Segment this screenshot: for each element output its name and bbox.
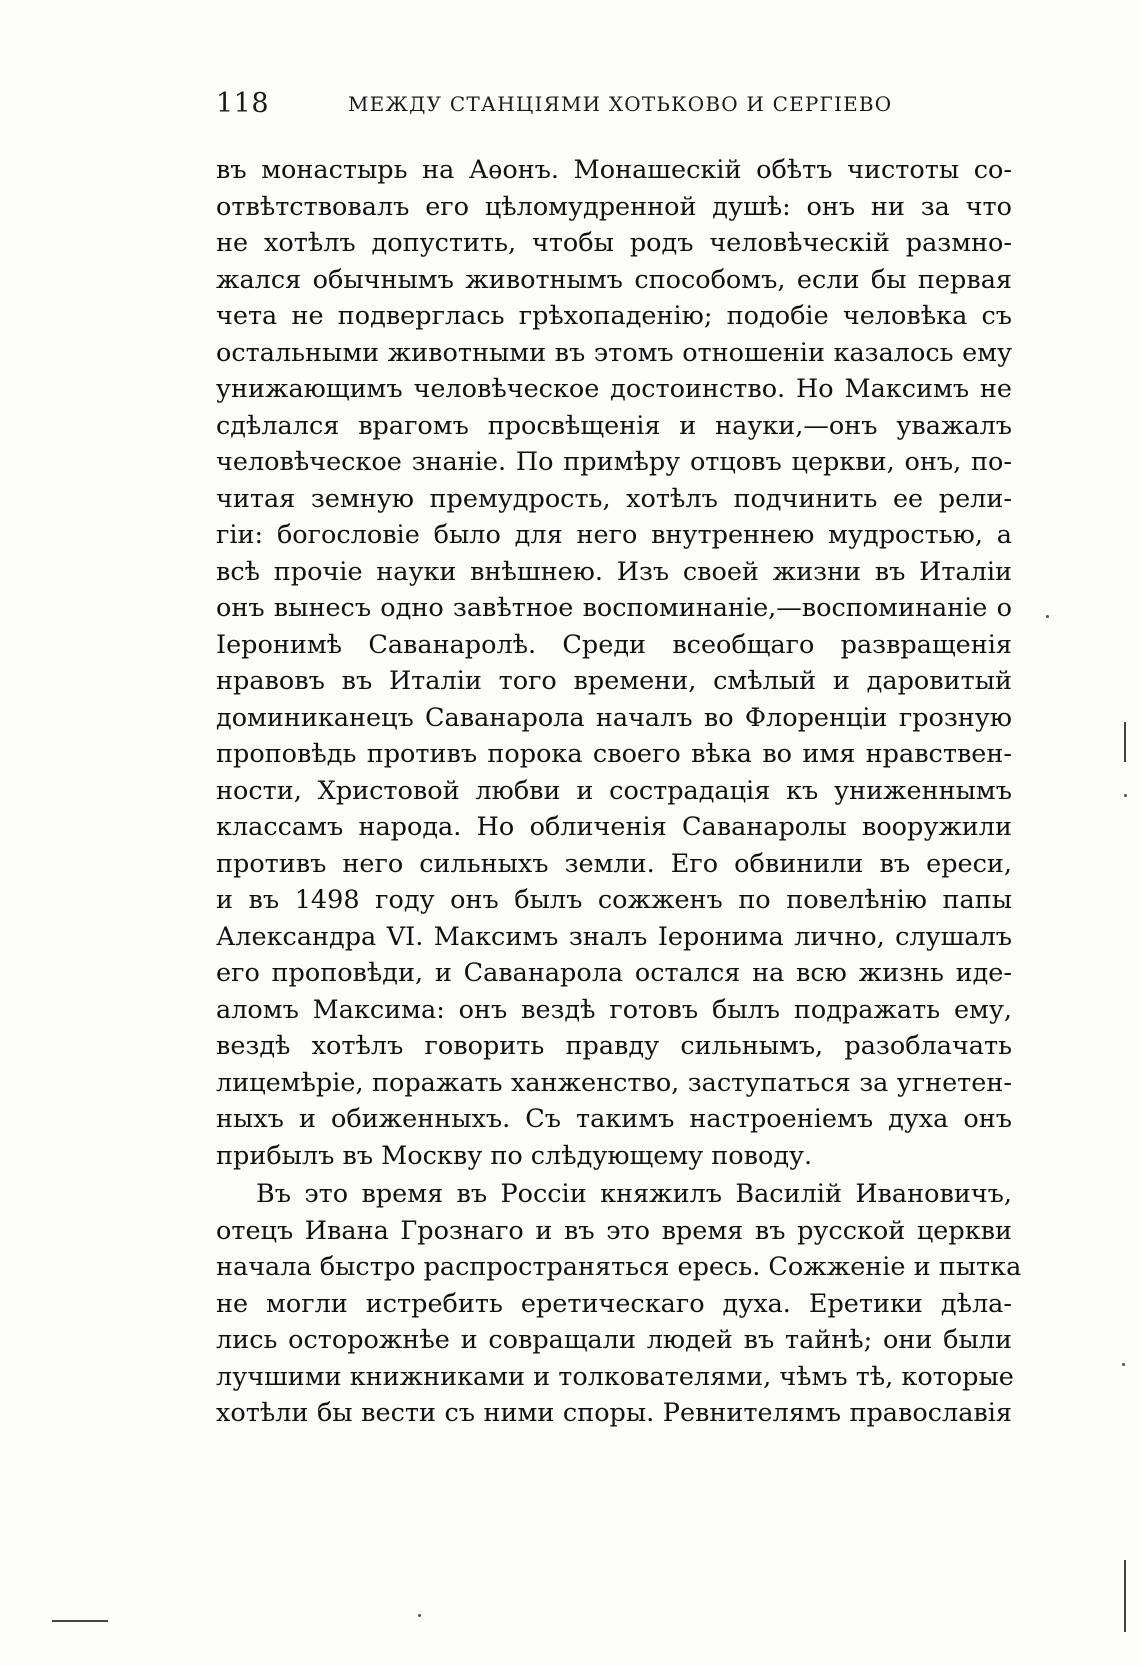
text-line: начала быстро распространяться ересь. Сожженіе и пытка (216, 1252, 1022, 1282)
speck-mark (418, 1614, 421, 1617)
text-line: нравовъ въ Италіи того времени, смѣлый и даровитый (216, 666, 1012, 696)
text-line: хотѣли бы вести съ ними споры. Ревнителямъ православія (216, 1398, 1012, 1428)
margin-bar-mark (1124, 722, 1126, 762)
paragraph (216, 1176, 1022, 1432)
text-line: доминиканецъ Саванарола началъ во Флоренціи грозную (216, 702, 1012, 733)
text-line: Александра VI. Максимъ зналъ Іеронима лично, слушалъ (216, 921, 1012, 952)
text-line: унижающимъ человѣческое достоинство. Но Максимъ не (216, 374, 1012, 404)
text-line: и въ 1498 году онъ былъ сожженъ по повелѣнію папы (216, 885, 1012, 915)
body-text (216, 152, 1022, 1432)
text-line: лучшими книжниками и толкователями, чѣмъ тѣ, которые (216, 1361, 1014, 1392)
text-line: его проповѣди, и Саванарола остался на всю жизнь иде- (216, 958, 1012, 988)
text-line: вездѣ хотѣлъ говорить правду сильнымъ, разоблачать (216, 1031, 1012, 1061)
text-line: Въ это время въ Россіи княжилъ Василій Ивановичъ, (256, 1179, 1012, 1209)
text-line: аломъ Максима: онъ вездѣ готовъ былъ подражать ему, (216, 994, 1012, 1025)
paragraph (216, 152, 1012, 1174)
margin-rule-mark (52, 1620, 108, 1622)
margin-bar-mark (1124, 1560, 1126, 1632)
text-line: жался обычнымъ животнымъ способомъ, если бы первая (216, 264, 1012, 295)
text-line: остальными животными въ этомъ отношеніи казалось ему (216, 337, 1012, 368)
text-line: въ монастырь на Аѳонъ. Монашескій обѣтъ чистоты со- (216, 155, 1012, 185)
text-line: не хотѣлъ допустить, чтобы родъ человѣческій размно- (216, 228, 1012, 258)
text-line: сдѣлался врагомъ просвѣщенія и науки,—онъ уважалъ (216, 410, 1012, 441)
text-line: гіи: богословіе было для него внутреннею мудростью, а (216, 520, 1012, 550)
text-line: всѣ прочіе науки внѣшнею. Изъ своей жизни въ Италіи (216, 556, 1012, 587)
text-line: прибылъ въ Москву по слѣдующему поводу. (216, 1140, 813, 1171)
text-line: противъ него сильныхъ земли. Его обвинили въ ереси, (216, 848, 1012, 879)
text-line: ныхъ и обиженныхъ. Съ такимъ настроеніемъ духа онъ (216, 1104, 1012, 1134)
page-header (212, 88, 1008, 128)
text-line: отвѣтствовалъ его цѣломудренной душѣ: онъ ни за что (216, 191, 1012, 222)
text-line: человѣческое знаніе. По примѣру отцовъ церкви, онъ, по- (216, 447, 1012, 477)
page-number: 118 (216, 88, 270, 119)
text-line: ности, Христовой любви и сострадація къ униженнымъ (216, 775, 1012, 806)
text-line: Іеронимѣ Саванаролѣ. Среди всеобщаго развращенія (216, 629, 1012, 660)
text-line: отецъ Ивана Грознаго и въ это время въ русской церкви (216, 1215, 1012, 1246)
speck-mark (1124, 794, 1127, 797)
text-line: лись осторожнѣе и совращали людей въ тайнѣ; они были (216, 1325, 1012, 1355)
text-line: не могли истребить еретическаго духа. Еретики дѣла- (216, 1288, 1012, 1319)
running-head: МЕЖДУ СТАНЦІЯМИ ХОТЬКОВО И СЕРГІЕВО (348, 92, 893, 116)
speck-mark (1046, 615, 1049, 618)
text-line: проповѣдь противъ порока своего вѣка во имя нравствен- (216, 739, 1012, 769)
text-line: классамъ народа. Но обличенія Саванаролы вооружили (216, 812, 1012, 842)
text-line: лицемѣріе, поражать ханженство, заступаться за угнетен- (216, 1067, 1012, 1098)
text-line: читая земную премудрость, хотѣлъ подчинить ее рели- (216, 483, 1012, 514)
speck-mark (1122, 1363, 1125, 1366)
text-line: чета не подверглась грѣхопаденію; подобіе человѣка съ (216, 301, 1012, 331)
text-line: онъ вынесъ одно завѣтное воспоминаніе,—воспоминаніе о (216, 593, 1012, 623)
